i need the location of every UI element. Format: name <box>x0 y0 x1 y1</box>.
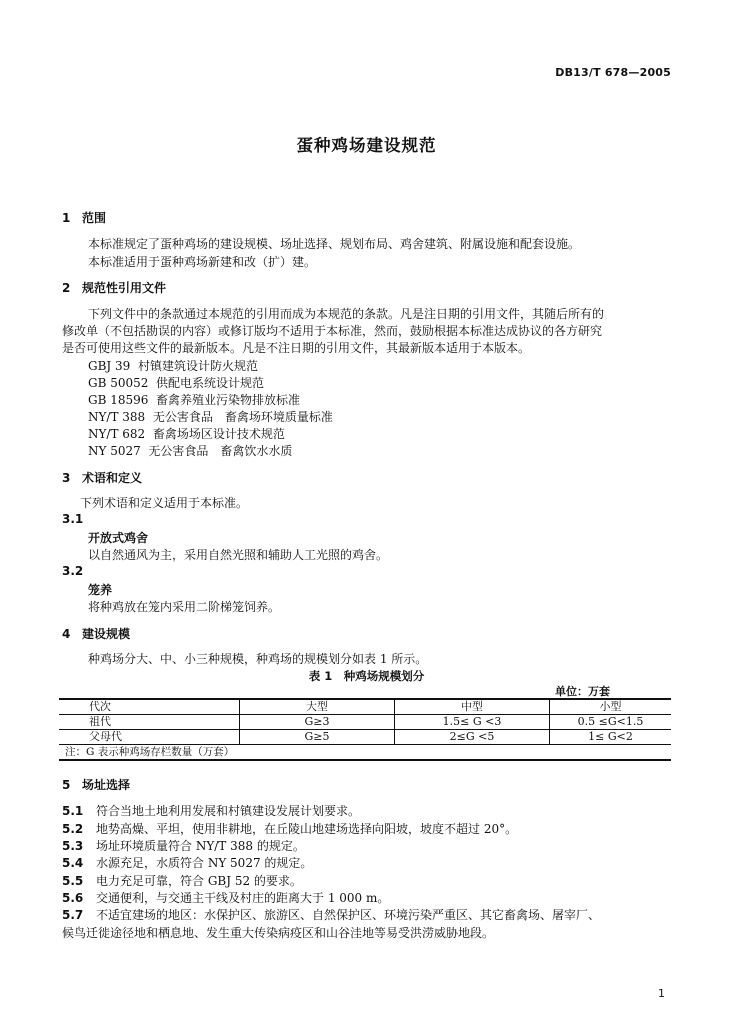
table-header-cell: 大型 <box>240 699 395 715</box>
table-header-row <box>59 699 671 715</box>
reference-code: GB 18596 <box>88 393 149 407</box>
section-title: 建设规模 <box>82 627 131 641</box>
section-number: 3 <box>62 471 71 485</box>
paragraph: 本标准适用于蛋种鸡场新建和改（扩）建。 <box>88 255 317 269</box>
clause-text: 场址环境质量符合 NY/T 388 的规定。 <box>96 839 305 853</box>
clause-item <box>62 889 389 906</box>
paragraph: 下列文件中的条款通过本规范的引用而成为本规范的条款。凡是注日期的引用文件，其随后所有的 <box>88 307 605 321</box>
page-number: 1 <box>658 987 665 1000</box>
table-caption: 表 1 种鸡场规模划分 <box>308 669 425 683</box>
clause-continuation: 候鸟迁徙途径地和栖息地、发生重大传染病疫区和山谷洼地等易受洪涝威胁地段。 <box>62 926 495 940</box>
clause-text: 水源充足，水质符合 NY 5027 的规定。 <box>96 856 313 870</box>
clause-number: 5.7 <box>62 908 84 922</box>
table-cell: G≥3 <box>240 715 395 730</box>
term-definition: 将种鸡放在笼内采用二阶梯笼饲养。 <box>88 600 281 614</box>
reference-name: 供配电系统设计规范 <box>156 376 265 390</box>
table-cell: 2≤G <5 <box>395 730 550 745</box>
reference-name: 村镇建筑设计防火规范 <box>137 359 258 373</box>
table-header-cell: 小型 <box>550 699 672 715</box>
reference-name: 无公害食品 畜禽饮水水质 <box>148 444 293 458</box>
reference-code: NY/T 388 <box>88 410 146 424</box>
reference-item <box>88 442 292 459</box>
clause-item <box>62 837 305 854</box>
section-title: 场址选择 <box>82 778 131 792</box>
clause-number: 5.6 <box>62 891 84 905</box>
table-header-cell: 中型 <box>395 699 550 715</box>
table-cell: G≥5 <box>240 730 395 745</box>
clause-text: 交通便利，与交通主干线及村庄的距离大于 1 000 m。 <box>96 891 390 905</box>
section-5-heading <box>62 776 130 793</box>
paragraph: 是否可使用这些文件的最新版本。凡是不注日期的引用文件，其最新版本适用于本版本。 <box>62 341 531 355</box>
document-title: 蛋种鸡场建设规范 <box>296 136 437 155</box>
table-cell: 祖代 <box>59 715 240 730</box>
table-header-cell: 代次 <box>59 699 240 715</box>
section-title: 范围 <box>82 211 107 225</box>
reference-item <box>88 425 285 442</box>
reference-code: GBJ 39 <box>88 359 131 373</box>
clause-item <box>62 906 600 923</box>
section-title: 术语和定义 <box>82 471 143 485</box>
table-cell: 1≤ G<2 <box>550 730 672 745</box>
clause-text: 地势高燥、平坦，使用非耕地，在丘陵山地建场选择向阳坡，坡度不超过 20°。 <box>96 822 518 836</box>
reference-code: GB 50052 <box>88 376 149 390</box>
reference-name: 畜禽场场区设计技术规范 <box>152 427 285 441</box>
reference-name: 无公害食品 畜禽场环境质量标准 <box>152 410 333 424</box>
scale-table <box>59 698 671 761</box>
reference-code: NY/T 682 <box>88 427 146 441</box>
paragraph: 种鸡场分大、中、小三种规模，种鸡场的规模划分如表 1 所示。 <box>88 652 428 666</box>
reference-code: NY 5027 <box>88 444 141 458</box>
reference-item <box>88 408 333 425</box>
reference-item <box>88 391 300 408</box>
table-row <box>59 730 671 745</box>
table-unit: 单位：万套 <box>555 685 610 698</box>
standard-number: DB13/T 678—2005 <box>555 66 671 79</box>
paragraph: 修改单（不包括勘误的内容）或修订版均不适用于本标准，然而，鼓励根据本标准达成协议的各方研究 <box>62 324 603 338</box>
table-note-row <box>59 745 671 761</box>
clause-number: 5.5 <box>62 874 84 888</box>
term-name: 开放式鸡舍 <box>88 531 149 545</box>
clause-item <box>62 802 360 819</box>
section-number: 1 <box>62 211 71 225</box>
reference-name: 畜禽养殖业污染物排放标准 <box>156 393 301 407</box>
table-note: 注：G 表示种鸡场存栏数量（万套） <box>59 745 671 761</box>
section-number: 4 <box>62 627 71 641</box>
clause-number: 5.4 <box>62 856 84 870</box>
table-row <box>59 715 671 730</box>
clause-number: 5.3 <box>62 839 84 853</box>
section-number: 5 <box>62 778 71 792</box>
clause-item <box>62 854 312 871</box>
clause-number: 5.2 <box>62 822 84 836</box>
table-cell: 1.5≤ G <3 <box>395 715 550 730</box>
term-definition: 以自然通风为主，采用自然光照和辅助人工光照的鸡舍。 <box>88 548 389 562</box>
paragraph: 下列术语和定义适用于本标准。 <box>80 496 249 510</box>
section-number: 2 <box>62 281 71 295</box>
term-number: 3.1 <box>62 512 84 526</box>
clause-item <box>62 820 517 837</box>
term-number: 3.2 <box>62 564 84 578</box>
clause-text: 符合当地土地利用发展和村镇建设发展计划要求。 <box>96 804 361 818</box>
table-cell: 父母代 <box>59 730 240 745</box>
reference-item <box>88 374 264 391</box>
table-cell: 0.5 ≤G<1.5 <box>550 715 672 730</box>
clause-item <box>62 872 302 889</box>
section-2-heading <box>62 279 166 296</box>
section-1-heading <box>62 209 106 226</box>
section-title: 规范性引用文件 <box>82 281 167 295</box>
clause-text: 不适宜建场的地区：水保护区、旅游区、自然保护区、环境污染严重区、其它畜禽场、屠宰厂、 <box>96 908 601 922</box>
clause-text: 电力充足可靠，符合 GBJ 52 的要求。 <box>96 874 302 888</box>
term-name: 笼养 <box>88 583 113 597</box>
paragraph: 本标准规定了蛋种鸡场的建设规模、场址选择、规划布局、鸡舍建筑、附属设施和配套设施。 <box>88 237 581 251</box>
reference-item <box>88 357 258 374</box>
clause-number: 5.1 <box>62 804 84 818</box>
section-4-heading <box>62 625 130 642</box>
section-3-heading <box>62 469 142 486</box>
